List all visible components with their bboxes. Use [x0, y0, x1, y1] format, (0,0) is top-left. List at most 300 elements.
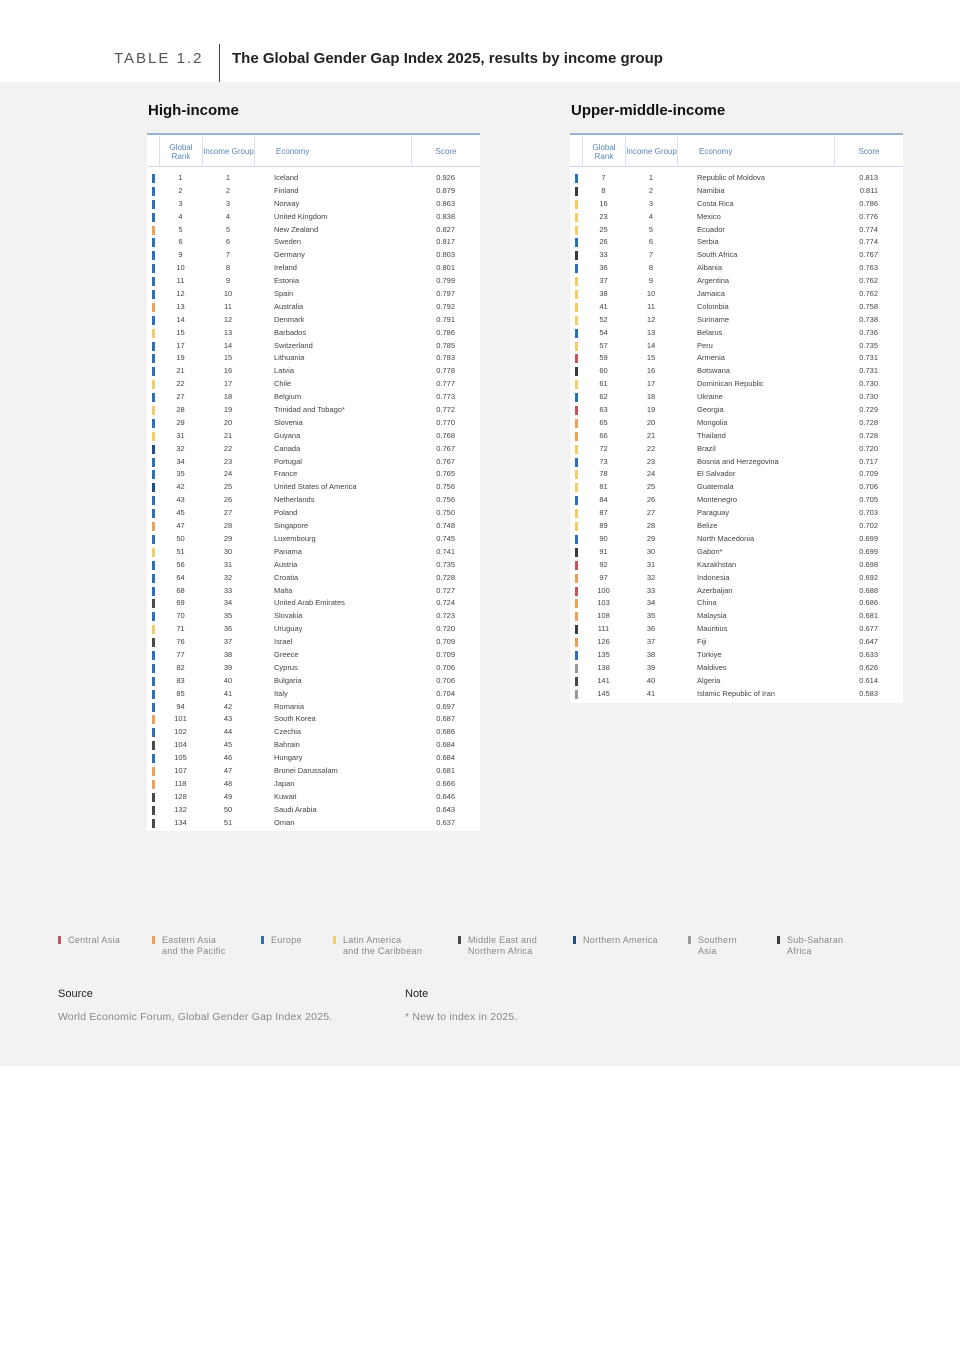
cell-economy: Japan — [274, 778, 295, 788]
table-row — [570, 352, 903, 365]
cell-economy: Denmark — [274, 314, 305, 324]
table-row — [570, 224, 903, 237]
table-row — [147, 507, 480, 520]
cell-economy: China — [697, 598, 717, 608]
cell-global-rank: 10 — [176, 263, 185, 273]
cell-global-rank: 7 — [601, 173, 606, 182]
table-row — [147, 649, 480, 662]
region-marker — [152, 329, 155, 338]
table-row — [570, 314, 903, 327]
cell-score: 0.728 — [859, 417, 878, 427]
region-marker — [152, 522, 155, 531]
cell-economy: Botswana — [697, 366, 730, 376]
cell-global-rank: 71 — [176, 624, 185, 634]
cell-global-rank: 111 — [597, 624, 610, 634]
region-marker — [152, 251, 155, 260]
region-marker — [575, 561, 578, 570]
table-title: The Global Gender Gap Index 2025, results by income group — [232, 50, 663, 67]
cell-economy: North Macedonia — [697, 533, 755, 543]
region-marker — [575, 470, 578, 479]
cell-score: 0.770 — [436, 417, 455, 427]
cell-economy: South Africa — [697, 250, 738, 260]
cell-economy: Australia — [274, 301, 304, 311]
cell-score: 0.767 — [859, 250, 878, 260]
cell-economy: Dominican Republic — [697, 379, 764, 389]
table-row — [147, 726, 480, 739]
cell-income-group: 4 — [225, 211, 231, 221]
cell-economy: Belgium — [274, 392, 302, 402]
region-marker — [152, 535, 155, 544]
cell-income-group: 9 — [225, 276, 231, 286]
region-marker — [152, 677, 155, 686]
cell-income-group: 12 — [223, 314, 233, 324]
table-row — [147, 662, 480, 675]
cell-income-group: 46 — [223, 753, 233, 763]
page-header — [0, 0, 960, 82]
region-marker — [575, 483, 578, 492]
cell-income-group: 35 — [223, 611, 233, 621]
region-marker — [575, 174, 578, 183]
cell-global-rank: 59 — [599, 353, 608, 363]
cell-economy: Romania — [274, 701, 305, 711]
table-row — [570, 507, 903, 520]
cell-global-rank: 107 — [174, 765, 187, 775]
cell-global-rank: 34 — [176, 456, 185, 466]
col-economy: Economy — [254, 136, 411, 167]
legend-label: and the Caribbean — [343, 946, 423, 956]
table-row — [147, 236, 480, 249]
cell-income-group: 10 — [223, 289, 233, 299]
cell-global-rank: 62 — [599, 392, 608, 402]
table-row — [570, 675, 903, 688]
region-marker — [575, 690, 578, 699]
cell-global-rank: 36 — [599, 263, 608, 273]
cell-income-group: 25 — [646, 482, 656, 492]
cell-global-rank: 41 — [599, 301, 608, 311]
cell-income-group: 26 — [223, 495, 233, 505]
region-marker — [152, 483, 155, 492]
cell-income-group: 20 — [646, 417, 656, 427]
cell-income-group: 8 — [225, 263, 231, 273]
cell-income-group: 40 — [223, 675, 233, 685]
cell-global-rank: 51 — [176, 546, 185, 556]
cell-global-rank: 17 — [176, 340, 185, 350]
cell-score: 0.838 — [436, 211, 455, 221]
cell-global-rank: 9 — [178, 250, 183, 260]
cell-score: 0.704 — [436, 688, 455, 698]
cell-score: 0.692 — [859, 572, 878, 582]
cell-score: 0.768 — [436, 430, 455, 440]
cell-score: 0.688 — [859, 585, 878, 595]
cell-global-rank: 108 — [597, 611, 610, 621]
cell-economy: Peru — [697, 340, 713, 350]
cell-economy: United Kingdom — [274, 211, 328, 221]
table-row — [147, 636, 480, 649]
cell-income-group: 5 — [225, 224, 231, 234]
cell-global-rank: 138 — [597, 662, 610, 672]
cell-score: 0.776 — [859, 211, 878, 221]
table-row — [570, 456, 903, 469]
region-marker — [575, 393, 578, 402]
upper-middle-income-table — [570, 133, 903, 703]
table-row — [147, 546, 480, 559]
cell-economy: Latvia — [274, 366, 295, 376]
col-income-group: Income Group — [625, 136, 677, 167]
cell-global-rank: 118 — [174, 778, 187, 788]
cell-income-group: 11 — [224, 301, 232, 311]
legend-label: Central Asia — [68, 935, 121, 945]
cell-score: 0.879 — [436, 185, 455, 195]
cell-score: 0.686 — [859, 598, 878, 608]
legend-label: Southern — [698, 935, 737, 945]
cell-score: 0.728 — [859, 430, 878, 440]
cell-income-group: 33 — [646, 585, 656, 595]
cell-income-group: 30 — [646, 546, 656, 556]
region-marker — [575, 445, 578, 454]
table-row — [570, 468, 903, 481]
cell-income-group: 49 — [223, 791, 233, 801]
cell-global-rank: 1 — [178, 173, 183, 182]
cell-income-group: 30 — [223, 546, 233, 556]
table-row — [570, 404, 903, 417]
cell-income-group: 9 — [648, 276, 654, 286]
cell-economy: Hungary — [274, 753, 303, 763]
cell-global-rank: 89 — [599, 521, 608, 531]
region-marker — [575, 200, 578, 209]
table-row — [570, 249, 903, 262]
cell-income-group: 28 — [646, 521, 656, 531]
cell-income-group: 8 — [648, 263, 654, 273]
region-marker — [152, 574, 155, 583]
cell-economy: Malta — [274, 585, 293, 595]
table-row — [570, 533, 903, 546]
table-row — [570, 559, 903, 572]
cell-global-rank: 33 — [599, 250, 608, 260]
high-income-section — [147, 102, 487, 831]
table-row — [147, 520, 480, 533]
cell-income-group: 1 — [648, 173, 654, 182]
cell-global-rank: 94 — [176, 701, 185, 711]
cell-economy: Kazakhstan — [697, 559, 737, 569]
cell-score: 0.643 — [436, 804, 455, 814]
cell-global-rank: 85 — [176, 688, 185, 698]
region-marker — [575, 548, 578, 557]
cell-global-rank: 43 — [176, 495, 185, 505]
legend-label: Europe — [271, 935, 302, 945]
table-row — [570, 636, 903, 649]
legend-item — [271, 935, 302, 946]
cell-score: 0.730 — [859, 392, 878, 402]
cell-income-group: 18 — [646, 392, 656, 402]
cell-global-rank: 37 — [599, 276, 608, 286]
cell-score: 0.681 — [436, 765, 455, 775]
table-row — [147, 275, 480, 288]
cell-economy: Islamic Republic of Iran — [697, 688, 775, 698]
cell-global-rank: 145 — [597, 688, 610, 698]
region-marker — [152, 290, 155, 299]
cell-economy: Namibia — [697, 185, 725, 195]
cell-global-rank: 14 — [176, 314, 185, 324]
region-marker — [575, 290, 578, 299]
region-marker — [575, 496, 578, 505]
cell-global-rank: 6 — [178, 237, 183, 247]
cell-global-rank: 66 — [599, 430, 608, 440]
cell-income-group: 42 — [223, 701, 233, 711]
region-marker — [575, 342, 578, 351]
cell-global-rank: 29 — [176, 417, 185, 427]
table-row — [147, 804, 480, 817]
cell-economy: Uruguay — [274, 624, 303, 634]
cell-economy: Israel — [274, 637, 293, 647]
table-row — [570, 662, 903, 675]
cell-global-rank: 38 — [599, 289, 608, 299]
region-marker — [575, 303, 578, 312]
cell-economy: New Zealand — [274, 224, 319, 234]
upper-middle-income-section — [570, 102, 910, 703]
cell-global-rank: 105 — [174, 753, 187, 763]
table-row — [570, 172, 903, 185]
cell-score: 0.666 — [436, 778, 455, 788]
table-tag: TABLE 1.2 — [114, 50, 204, 67]
cell-score: 0.727 — [436, 585, 455, 595]
table-row — [147, 791, 480, 804]
cell-income-group: 34 — [646, 598, 656, 608]
table-header — [570, 136, 903, 167]
cell-score: 0.698 — [859, 559, 878, 569]
cell-global-rank: 52 — [599, 314, 608, 324]
table-row — [147, 172, 480, 185]
cell-global-rank: 2 — [178, 185, 183, 195]
cell-score: 0.926 — [436, 173, 455, 182]
cell-score: 0.728 — [436, 572, 455, 582]
table-row — [147, 468, 480, 481]
region-marker — [575, 251, 578, 260]
region-marker — [152, 819, 155, 828]
cell-global-rank: 70 — [176, 611, 185, 621]
region-marker — [152, 664, 155, 673]
legend-item — [468, 935, 537, 957]
cell-income-group: 21 — [223, 430, 233, 440]
header-divider — [219, 44, 220, 82]
table-row — [570, 430, 903, 443]
region-marker — [152, 187, 155, 196]
cell-economy: Iceland — [274, 173, 299, 182]
cell-global-rank: 128 — [174, 791, 187, 801]
table-row — [570, 211, 903, 224]
cell-economy: Thailand — [697, 430, 726, 440]
cell-global-rank: 69 — [176, 598, 185, 608]
cell-economy: Ecuador — [697, 224, 725, 234]
cell-income-group: 17 — [646, 379, 656, 389]
legend-swatch — [333, 936, 336, 944]
table-row — [147, 456, 480, 469]
cell-economy: Ireland — [274, 263, 297, 273]
cell-economy: Indonesia — [697, 572, 730, 582]
cell-income-group: 10 — [646, 289, 656, 299]
cell-score: 0.697 — [436, 701, 455, 711]
cell-income-group: 17 — [223, 379, 233, 389]
region-marker — [152, 419, 155, 428]
table-row — [147, 211, 480, 224]
cell-global-rank: 78 — [599, 469, 608, 479]
cell-global-rank: 11 — [176, 276, 185, 286]
legend-label: Northern America — [583, 935, 658, 945]
cell-economy: Germany — [274, 250, 305, 260]
cell-income-group: 37 — [223, 637, 233, 647]
cell-global-rank: 31 — [176, 430, 185, 440]
region-marker — [575, 238, 578, 247]
cell-economy: Singapore — [274, 521, 309, 531]
region-marker — [575, 509, 578, 518]
cell-score: 0.741 — [436, 546, 455, 556]
region-marker — [575, 664, 578, 673]
cell-income-group: 22 — [223, 443, 233, 453]
cell-global-rank: 100 — [597, 585, 610, 595]
table-row — [147, 417, 480, 430]
region-marker — [575, 316, 578, 325]
cell-global-rank: 77 — [176, 649, 185, 659]
region-marker — [152, 715, 155, 724]
table-row — [570, 597, 903, 610]
table-row — [147, 391, 480, 404]
region-marker — [152, 728, 155, 737]
cell-income-group: 25 — [223, 482, 233, 492]
cell-global-rank: 42 — [176, 482, 185, 492]
cell-economy: Belize — [697, 521, 718, 531]
region-marker — [152, 200, 155, 209]
region-marker — [152, 445, 155, 454]
cell-score: 0.736 — [859, 327, 878, 337]
table-row — [570, 610, 903, 623]
region-marker — [152, 174, 155, 183]
cell-economy: Barbados — [274, 327, 307, 337]
legend-label: and the Pacific — [162, 946, 226, 956]
cell-income-group: 37 — [646, 637, 656, 647]
table-body — [147, 167, 480, 831]
cell-economy: Greece — [274, 649, 299, 659]
cell-income-group: 20 — [223, 417, 233, 427]
cell-income-group: 45 — [223, 740, 233, 750]
cell-income-group: 4 — [648, 211, 654, 221]
cell-income-group: 44 — [223, 727, 233, 737]
high-income-table — [147, 133, 480, 831]
region-marker — [152, 432, 155, 441]
table-row — [147, 404, 480, 417]
cell-economy: Brunei Darussalam — [274, 765, 338, 775]
cell-economy: United Arab Emirates — [274, 598, 345, 608]
cell-global-rank: 81 — [599, 482, 608, 492]
region-marker — [575, 380, 578, 389]
region-marker — [152, 561, 155, 570]
cell-economy: Paraguay — [697, 508, 730, 518]
cell-economy: Mexico — [697, 211, 721, 221]
cell-economy: Mauritius — [697, 624, 728, 634]
table-row — [147, 778, 480, 791]
legend-item — [68, 935, 120, 946]
cell-economy: Türkiye — [697, 649, 722, 659]
region-marker — [152, 406, 155, 415]
table-row — [147, 352, 480, 365]
cell-economy: Norway — [274, 198, 300, 208]
cell-global-rank: 21 — [176, 366, 185, 376]
cell-score: 0.765 — [436, 469, 455, 479]
table-row — [147, 533, 480, 546]
col-score: Score — [411, 136, 480, 167]
cell-income-group: 13 — [646, 327, 656, 337]
cell-global-rank: 73 — [599, 456, 608, 466]
legend-item — [583, 935, 658, 946]
cell-income-group: 34 — [223, 598, 233, 608]
col-score: Score — [834, 136, 903, 167]
cell-economy: Netherlands — [274, 495, 315, 505]
table-row — [147, 262, 480, 275]
cell-score: 0.709 — [859, 469, 878, 479]
cell-economy: Canada — [274, 443, 301, 453]
cell-economy: United States of America — [274, 482, 357, 492]
cell-score: 0.762 — [859, 276, 878, 286]
cell-income-group: 15 — [223, 353, 233, 363]
region-marker — [575, 354, 578, 363]
table-row — [147, 288, 480, 301]
cell-score: 0.748 — [436, 521, 455, 531]
region-marker — [152, 393, 155, 402]
cell-income-group: 28 — [223, 521, 233, 531]
cell-income-group: 38 — [223, 649, 233, 659]
note-text: * New to index in 2025. — [405, 1011, 518, 1023]
cell-economy: Jamaica — [697, 289, 725, 299]
cell-income-group: 3 — [648, 198, 654, 208]
cell-global-rank: 84 — [599, 495, 608, 505]
cell-score: 0.811 — [859, 185, 878, 195]
cell-economy: Gabon* — [697, 546, 723, 556]
cell-global-rank: 27 — [176, 392, 185, 402]
cell-economy: Algeria — [697, 675, 721, 685]
cell-global-rank: 76 — [176, 637, 185, 647]
cell-score: 0.750 — [436, 508, 455, 518]
region-marker — [575, 574, 578, 583]
region-marker — [152, 213, 155, 222]
cell-score: 0.813 — [859, 173, 878, 182]
cell-global-rank: 90 — [599, 533, 608, 543]
cell-income-group: 40 — [646, 675, 656, 685]
table-row — [147, 752, 480, 765]
region-marker — [152, 354, 155, 363]
cell-economy: Azerbaijan — [697, 585, 733, 595]
legend-item — [698, 935, 737, 957]
cell-score: 0.786 — [859, 198, 878, 208]
table-row — [147, 224, 480, 237]
cell-economy: Ukraine — [697, 392, 723, 402]
cell-score: 0.647 — [859, 637, 878, 647]
cell-global-rank: 45 — [176, 508, 185, 518]
cell-economy: Chile — [274, 379, 292, 389]
cell-income-group: 51 — [223, 817, 233, 827]
legend-label: Sub-Saharan — [787, 935, 844, 945]
region-marker — [575, 432, 578, 441]
note-label: Note — [405, 988, 429, 1000]
cell-score: 0.803 — [436, 250, 455, 260]
cell-income-group: 5 — [648, 224, 654, 234]
cell-economy: Spain — [274, 289, 294, 299]
cell-income-group: 13 — [223, 327, 233, 337]
legend-label: Middle East and — [468, 935, 538, 945]
table-row — [570, 340, 903, 353]
cell-global-rank: 63 — [599, 405, 608, 415]
legend-swatch — [688, 936, 691, 944]
cell-income-group: 33 — [223, 585, 233, 595]
cell-score: 0.738 — [859, 314, 878, 324]
region-marker — [575, 367, 578, 376]
